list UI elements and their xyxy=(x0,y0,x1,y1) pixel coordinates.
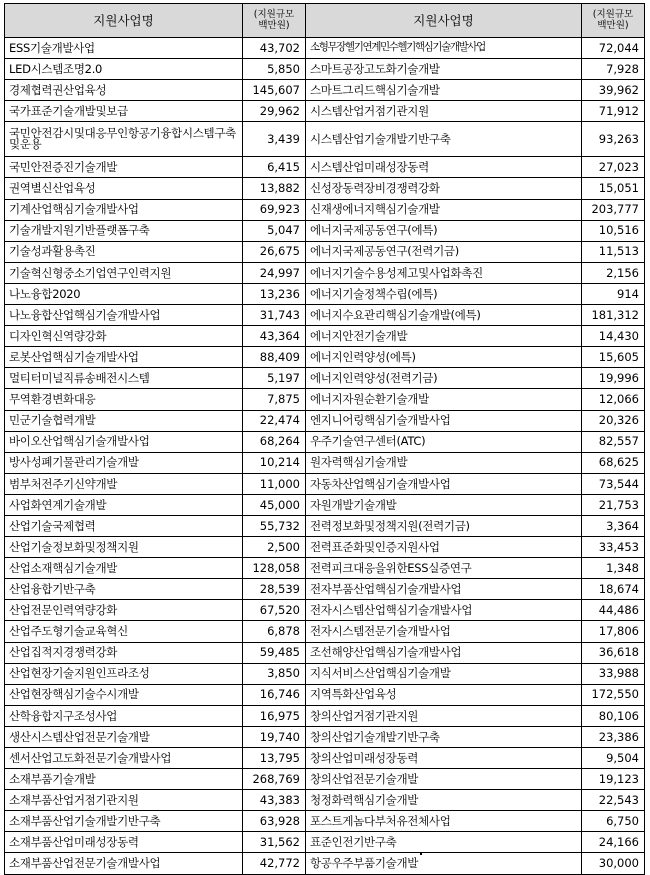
program-name-cell: 에너지국제공동연구(전력기금) xyxy=(306,241,582,262)
table-row xyxy=(5,621,645,642)
budget-value-cell: 12,066 xyxy=(582,389,645,410)
program-name-cell: 에너지국제공동연구(에특) xyxy=(306,220,582,241)
program-name-cell: 소재부품산업미래성장동력 xyxy=(5,832,243,853)
program-name-cell: 전자부품산업핵심기술개발사업 xyxy=(306,579,582,600)
table-row xyxy=(5,122,645,157)
header-budget-line1: (지원규모 xyxy=(253,8,295,20)
program-name-cell: 항공우주부품기술개발 xyxy=(306,853,582,874)
budget-value-cell: 9,504 xyxy=(582,748,645,769)
budget-value-cell: 7,875 xyxy=(243,389,306,410)
program-name-cell: 소재부품산업전문기술개발사업 xyxy=(5,853,243,874)
budget-value-cell: 80,106 xyxy=(582,705,645,726)
program-name-cell: 범부처전주기신약개발 xyxy=(5,473,243,494)
budget-value-cell: 15,051 xyxy=(582,178,645,199)
table-row xyxy=(5,769,645,790)
budget-value-cell: 6,750 xyxy=(582,811,645,832)
program-name-cell: 전자시스템전문기술개발사업 xyxy=(306,621,582,642)
program-name-cell: 전력피크대응을위한ESS실증연구 xyxy=(306,558,582,579)
program-name-cell: 창의산업전문기술개발 xyxy=(306,769,582,790)
program-name-cell: 조선해양산업핵심기술개발사업 xyxy=(306,642,582,663)
budget-value-cell: 30,000 xyxy=(582,853,645,874)
program-name-cell: 전력정보화및정책지원(전력기금) xyxy=(306,515,582,536)
program-name-cell: 에너지인력양성(전력기금) xyxy=(306,368,582,389)
program-budget-table-container xyxy=(4,3,645,875)
budget-value-cell: 55,732 xyxy=(243,515,306,536)
budget-value-cell: 68,625 xyxy=(582,452,645,473)
program-name-cell: 디자인혁신역량강화 xyxy=(5,326,243,347)
table-row xyxy=(5,726,645,747)
program-name-cell: 기계산업핵심기술개발사업 xyxy=(5,199,243,220)
program-name-cell: 신재생에너지핵심기술개발 xyxy=(306,199,582,220)
table-row xyxy=(5,579,645,600)
program-name-cell: 센서산업고도화전문기술개발사업 xyxy=(5,748,243,769)
table-row xyxy=(5,600,645,621)
budget-value-cell: 31,562 xyxy=(243,832,306,853)
table-row xyxy=(5,473,645,494)
budget-value-cell: 3,439 xyxy=(243,122,306,157)
program-name-cell: 산업주도형기술교육혁신 xyxy=(5,621,243,642)
budget-value-cell: 68,264 xyxy=(243,431,306,452)
program-name-cell: 산업융합기반구축 xyxy=(5,579,243,600)
program-name-cell: 소재부품산업거점기관지원 xyxy=(5,790,243,811)
budget-value-cell: 43,364 xyxy=(243,326,306,347)
program-name-cell: 국민안전증진기술개발 xyxy=(5,157,243,178)
budget-value-cell: 24,997 xyxy=(243,262,306,283)
budget-value-cell: 93,263 xyxy=(582,122,645,157)
budget-value-cell: 19,123 xyxy=(582,769,645,790)
program-name-cell: 창의산업기술개발기반구축 xyxy=(306,726,582,747)
table-row xyxy=(5,326,645,347)
budget-value-cell: 10,214 xyxy=(243,452,306,473)
budget-value-cell: 5,047 xyxy=(243,220,306,241)
table-row xyxy=(5,811,645,832)
table-row xyxy=(5,368,645,389)
table-row xyxy=(5,305,645,326)
table-row xyxy=(5,431,645,452)
table-row xyxy=(5,178,645,199)
budget-value-cell: 69,923 xyxy=(243,199,306,220)
budget-value-cell: 33,988 xyxy=(582,663,645,684)
program-name-cell: 표준인전기반구축 xyxy=(306,832,582,853)
budget-value-cell: 6,878 xyxy=(243,621,306,642)
program-name-cell: 원자력핵심기술개발 xyxy=(306,452,582,473)
budget-value-cell: 19,996 xyxy=(582,368,645,389)
budget-value-cell: 33,453 xyxy=(582,537,645,558)
budget-value-cell: 7,928 xyxy=(582,59,645,80)
program-name-cell: 경제협력권산업육성 xyxy=(5,80,243,101)
budget-value-cell: 181,312 xyxy=(582,305,645,326)
budget-value-cell: 71,912 xyxy=(582,101,645,122)
program-name-cell: 자원개발기술개발 xyxy=(306,494,582,515)
budget-value-cell: 44,486 xyxy=(582,600,645,621)
program-name-cell: 시스템산업기술개발기반구축 xyxy=(306,122,582,157)
program-name-cell: 산업전문인력역량강화 xyxy=(5,600,243,621)
table-row xyxy=(5,642,645,663)
table-row xyxy=(5,101,645,122)
program-name-cell: 기술성과활용촉진 xyxy=(5,241,243,262)
program-name-cell: 포스트게놈다부처유전체사업 xyxy=(306,811,582,832)
budget-value-cell: 1,348 xyxy=(582,558,645,579)
program-name-cell: 시스템산업미래성장동력 xyxy=(306,157,582,178)
table-row xyxy=(5,705,645,726)
budget-value-cell: 172,550 xyxy=(582,684,645,705)
table-row xyxy=(5,262,645,283)
budget-value-cell: 26,675 xyxy=(243,241,306,262)
budget-value-cell: 73,544 xyxy=(582,473,645,494)
program-name-cell: 청정화력핵심기술개발 xyxy=(306,790,582,811)
program-name-cell: 엔지니어링핵심기술개발사업 xyxy=(306,410,582,431)
program-name-cell: 나노융합산업핵심기술개발사업 xyxy=(5,305,243,326)
budget-value-cell: 6,415 xyxy=(243,157,306,178)
table-row xyxy=(5,80,645,101)
program-name-cell: 산업소재핵심기술개발 xyxy=(5,558,243,579)
budget-value-cell: 27,023 xyxy=(582,157,645,178)
budget-value-cell: 2,156 xyxy=(582,262,645,283)
header-budget-line2: 백만원) xyxy=(597,19,629,31)
budget-value-cell: 3,850 xyxy=(243,663,306,684)
budget-value-cell: 82,557 xyxy=(582,431,645,452)
budget-value-cell: 88,409 xyxy=(243,347,306,368)
header-budget-line1: (지원규모 xyxy=(592,8,634,20)
program-name-cell: 스마트그리드핵심기술개발 xyxy=(306,80,582,101)
program-name-cell: 시스템산업거점기관지원 xyxy=(306,101,582,122)
header-budget-line2: 백만원) xyxy=(258,19,290,31)
budget-value-cell: 203,777 xyxy=(582,199,645,220)
program-name-cell: 에너지인력양성(에특) xyxy=(306,347,582,368)
table-row xyxy=(5,157,645,178)
program-name-cell: 산업기술국제협력 xyxy=(5,515,243,536)
page-footer-mark xyxy=(420,853,422,855)
budget-value-cell: 10,516 xyxy=(582,220,645,241)
budget-value-cell: 29,962 xyxy=(243,101,306,122)
program-name-cell: 지역특화산업육성 xyxy=(306,684,582,705)
table-row xyxy=(5,452,645,473)
budget-value-cell: 22,474 xyxy=(243,410,306,431)
program-name-cell: 무역환경변화대응 xyxy=(5,389,243,410)
budget-value-cell: 13,795 xyxy=(243,748,306,769)
program-name-cell: 지식서비스산업핵심기술개발 xyxy=(306,663,582,684)
budget-value-cell: 16,746 xyxy=(243,684,306,705)
budget-value-cell: 914 xyxy=(582,283,645,304)
budget-value-cell: 14,430 xyxy=(582,326,645,347)
table-row xyxy=(5,537,645,558)
program-name-cell: 산업현장기술지원인프라조성 xyxy=(5,663,243,684)
budget-value-cell: 42,772 xyxy=(243,853,306,874)
table-row xyxy=(5,684,645,705)
program-name-cell: 소형무장헬기연계민수헬기핵심기술개발사업 xyxy=(306,38,582,59)
program-name-cell: 권역별신산업육성 xyxy=(5,178,243,199)
program-name-cell: 생산시스템산업전문기술개발 xyxy=(5,726,243,747)
budget-value-cell: 11,000 xyxy=(243,473,306,494)
program-name-cell: 우주기술연구센터(ATC) xyxy=(306,431,582,452)
program-name-cell: 전자시스템산업핵심기술개발사업 xyxy=(306,600,582,621)
program-name-cell: 방사성폐기물관리기술개발 xyxy=(5,452,243,473)
program-name-cell: 소재부품기술개발 xyxy=(5,769,243,790)
budget-value-cell: 22,543 xyxy=(582,790,645,811)
table-row xyxy=(5,389,645,410)
budget-value-cell: 67,520 xyxy=(243,600,306,621)
budget-value-cell: 128,058 xyxy=(243,558,306,579)
budget-value-cell: 5,850 xyxy=(243,59,306,80)
table-row xyxy=(5,748,645,769)
budget-value-cell: 63,928 xyxy=(243,811,306,832)
header-budget-right xyxy=(582,4,645,38)
budget-value-cell: 43,702 xyxy=(243,38,306,59)
header-program-name-left: 지원사업명 xyxy=(5,4,243,38)
budget-value-cell: 19,740 xyxy=(243,726,306,747)
budget-value-cell: 18,674 xyxy=(582,579,645,600)
table-row xyxy=(5,832,645,853)
budget-value-cell: 59,485 xyxy=(243,642,306,663)
table-row xyxy=(5,199,645,220)
budget-value-cell: 20,326 xyxy=(582,410,645,431)
header-budget-left xyxy=(243,4,306,38)
budget-value-cell: 11,513 xyxy=(582,241,645,262)
budget-value-cell: 5,197 xyxy=(243,368,306,389)
budget-value-cell: 28,539 xyxy=(243,579,306,600)
program-name-cell: 사업화연계기술개발 xyxy=(5,494,243,515)
table-row xyxy=(5,558,645,579)
budget-value-cell: 43,383 xyxy=(243,790,306,811)
budget-value-cell: 13,882 xyxy=(243,178,306,199)
budget-value-cell: 3,364 xyxy=(582,515,645,536)
table-row xyxy=(5,853,645,874)
budget-value-cell: 36,618 xyxy=(582,642,645,663)
budget-value-cell: 17,806 xyxy=(582,621,645,642)
budget-value-cell: 21,753 xyxy=(582,494,645,515)
program-name-cell: 산업기술정보화및정책지원 xyxy=(5,537,243,558)
budget-value-cell: 39,962 xyxy=(582,80,645,101)
program-name-cell: 에너지기술수용성제고및사업화촉진 xyxy=(306,262,582,283)
budget-value-cell: 145,607 xyxy=(243,80,306,101)
program-name-cell: 나노융합2020 xyxy=(5,283,243,304)
program-name-cell: 에너지안전기술개발 xyxy=(306,326,582,347)
budget-value-cell: 45,000 xyxy=(243,494,306,515)
program-name-cell: 기술개발지원기반플랫폼구축 xyxy=(5,220,243,241)
program-name-cell: 멀티터미널직류송배전시스템 xyxy=(5,368,243,389)
program-name-cell: 스마트공장고도화기술개발 xyxy=(306,59,582,80)
budget-value-cell: 13,236 xyxy=(243,283,306,304)
program-name-cell: 로봇산업핵심기술개발사업 xyxy=(5,347,243,368)
table-row xyxy=(5,515,645,536)
program-name-cell: 바이오산업핵심기술개발사업 xyxy=(5,431,243,452)
budget-value-cell: 268,769 xyxy=(243,769,306,790)
budget-value-cell: 16,975 xyxy=(243,705,306,726)
program-name-cell: 국가표준기술개발및보급 xyxy=(5,101,243,122)
budget-value-cell: 72,044 xyxy=(582,38,645,59)
program-name-cell: 민군기술협력개발 xyxy=(5,410,243,431)
table-header-row xyxy=(5,4,645,38)
program-name-cell: 전력표준화및인증지원사업 xyxy=(306,537,582,558)
program-name-cell: 창의산업미래성장동력 xyxy=(306,748,582,769)
budget-value-cell: 15,605 xyxy=(582,347,645,368)
program-name-cell: ESS기술개발사업 xyxy=(5,38,243,59)
header-program-name-right: 지원사업명 xyxy=(306,4,582,38)
program-name-cell: 신성장동력장비경쟁력강화 xyxy=(306,178,582,199)
program-name-cell: 산학융합지구조성사업 xyxy=(5,705,243,726)
budget-value-cell: 2,500 xyxy=(243,537,306,558)
table-row xyxy=(5,663,645,684)
table-row xyxy=(5,347,645,368)
table-row xyxy=(5,59,645,80)
program-name-cell: 자동차산업핵심기술개발사업 xyxy=(306,473,582,494)
table-row xyxy=(5,410,645,431)
table-row xyxy=(5,790,645,811)
table-row xyxy=(5,220,645,241)
program-name-cell: 창의산업거점기관지원 xyxy=(306,705,582,726)
table-row xyxy=(5,38,645,59)
budget-value-cell: 23,386 xyxy=(582,726,645,747)
program-name-cell: 산업집적지경쟁력강화 xyxy=(5,642,243,663)
program-name-cell: 에너지기술정책수립(에특) xyxy=(306,283,582,304)
budget-value-cell: 31,743 xyxy=(243,305,306,326)
program-budget-table xyxy=(4,3,645,875)
budget-value-cell: 24,166 xyxy=(582,832,645,853)
program-name-cell: 기술혁신형중소기업연구인력지원 xyxy=(5,262,243,283)
table-row xyxy=(5,241,645,262)
program-name-cell: 소재부품산업기술개발기반구축 xyxy=(5,811,243,832)
table-body xyxy=(5,38,645,875)
program-name-cell: 에너지수요관리핵심기술개발(에특) xyxy=(306,305,582,326)
program-name-cell: 에너지자원순환기술개발 xyxy=(306,389,582,410)
table-row xyxy=(5,283,645,304)
program-name-cell: 국민안전감시및대응무인항공기융합시스템구축및운용 xyxy=(5,122,243,157)
program-name-cell: LED시스템조명2.0 xyxy=(5,59,243,80)
table-row xyxy=(5,494,645,515)
program-name-cell: 산업현장핵심기술수시개발 xyxy=(5,684,243,705)
